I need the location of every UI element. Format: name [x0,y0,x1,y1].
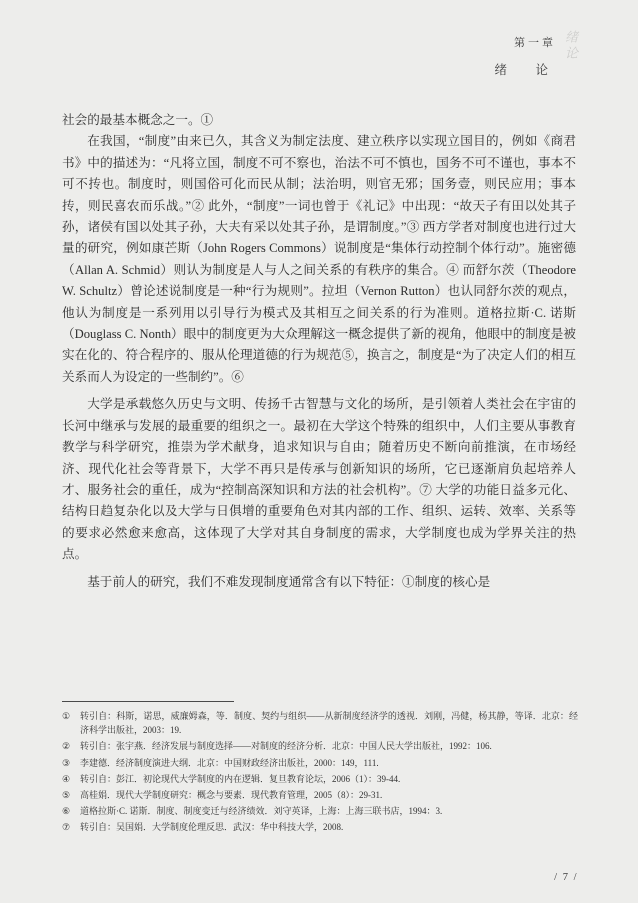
footnote-text: 转引自：科斯，诺思，威廉姆森，等．制度、契约与组织——从新制度经济学的透视．刘刚，冯健，杨其静，等译．北京：经济科学出版社，2003：19. [80,711,578,736]
footnote-item [62,772,578,786]
paragraph: 在我国，“制度”由来已久，其含义为制定法度、建立秩序以实现立国目的，例如《商君书》中的描述为：“凡将立国，制度不可不察也，治法不可不慎也，国务不可不谨也，事本不可不抟也。制度时，则国俗可化而民从制；法治明，则官无邪；国务壹，则民应用；事本抟，则民喜农而乐战。”② 此外，“制度”一词也曾于《礼记》中出现：“故天子有田以处其子孙，诸侯有国以处其子孙，大夫有采以处其子孙，是谓制度。”③ 西方学者对制度也进行过大量的研究，例如康芒斯（John Rogers Commons）说制度是“集体行动控制个体行动”。施密德（Allan A. Schmid）则认为制度是人与人之间关系的有秩序的集合。④ 而舒尔茨（Theodore W. Schultz）曾论述说制度是一种“行为规则”。拉坦（Vernon Rutton）也认同舒尔茨的观点，他认为制度是一系列用以引导行为模式及其相互之间关系的行为准则。道格拉斯·C. 诺斯（Douglass C. Nonth）眼中的制度更为大众理解这一概念提供了新的视角，他眼中的制度是被实在化的、符合程序的、服从伦理道德的行为规范⑤，换言之，制度是“为了决定人们的相互关系而人为设定的一些制约”。⑥ [62,134,576,384]
footnote-item [62,756,578,770]
footnote-text: 转引自：彭江．初论现代大学制度的内在逻辑．复旦教育论坛，2006（1）：39-44. [80,773,401,784]
paragraph: 大学是承载悠久历史与文明、传扬千古智慧与文化的场所，是引领着人类社会在宇宙的长河中继承与发展的最重要的组织之一。最初在大学这个特殊的组织中，人们主要从事教育教学与科学研究，推崇为学术献身，追求知识与自由；随着历史不断向前推演，在市场经济、现代化社会等背景下，大学不再只是传承与创新知识的场所，它已逐渐肩负起培养人才、服务社会的重任，成为“控制高深知识和方法的社会机构”。⑦ 大学的功能日益多元化、结构日趋复杂化以及大学与日俱增的重要角色对其内部的工作、组织、运转、效率、关系等的要求必然愈来愈高，这体现了大学对其自身制度的需求，大学制度也成为学界关注的热点。 [62,397,576,562]
footnote-marker: ⑦ [62,822,71,833]
footnote-item [62,804,578,818]
paragraph-continuation: 社会的最基本概念之一。① [62,113,214,127]
footnote-list [62,709,578,837]
footnote-text: 转引自：张宇燕．经济发展与制度选择——对制度的经济分析．北京：中国人民大学出版社，1992：106. [80,741,492,752]
footnote-item [62,788,578,802]
footnote-text: 转引自：吴国娟．大学制度伦理反思．武汉：华中科技大学，2008. [80,822,344,833]
footnote-marker: ③ [62,757,71,768]
footnote-marker: ⑤ [62,790,71,801]
footnote-marker: ⑥ [62,806,71,817]
footnote-marker: ② [62,741,71,752]
footnote-item [62,739,578,753]
footnote-text: 高桂娟．现代大学制度研究：概念与要素．现代教育管理，2005（8）：29-31. [80,790,383,801]
footnote-marker: ① [62,711,71,721]
footnote-marker: ④ [62,773,71,784]
footnote-separator [62,701,234,702]
body-text [62,110,576,593]
footnote-item [62,820,578,834]
chapter-header [494,34,556,78]
paragraph: 基于前人的研究，我们不难发现制度通常含有以下特征：①制度的核心是 [87,574,491,589]
footnote-text: 道格拉斯·C. 诺斯．制度、制度变迁与经济绩效．刘守英译，上海：上海三联书店，1994：3. [80,806,443,817]
decorative-seal: 绪论 [563,30,578,62]
chapter-label: 第一章 [514,37,556,49]
page-number: / 7 / [554,872,578,883]
chapter-title: 绪 论 [494,63,556,77]
footnote-item [62,709,578,737]
footnote-text: 李建德．经济制度演进大纲．北京：中国财政经济出版社，2000：149，111. [80,757,379,768]
